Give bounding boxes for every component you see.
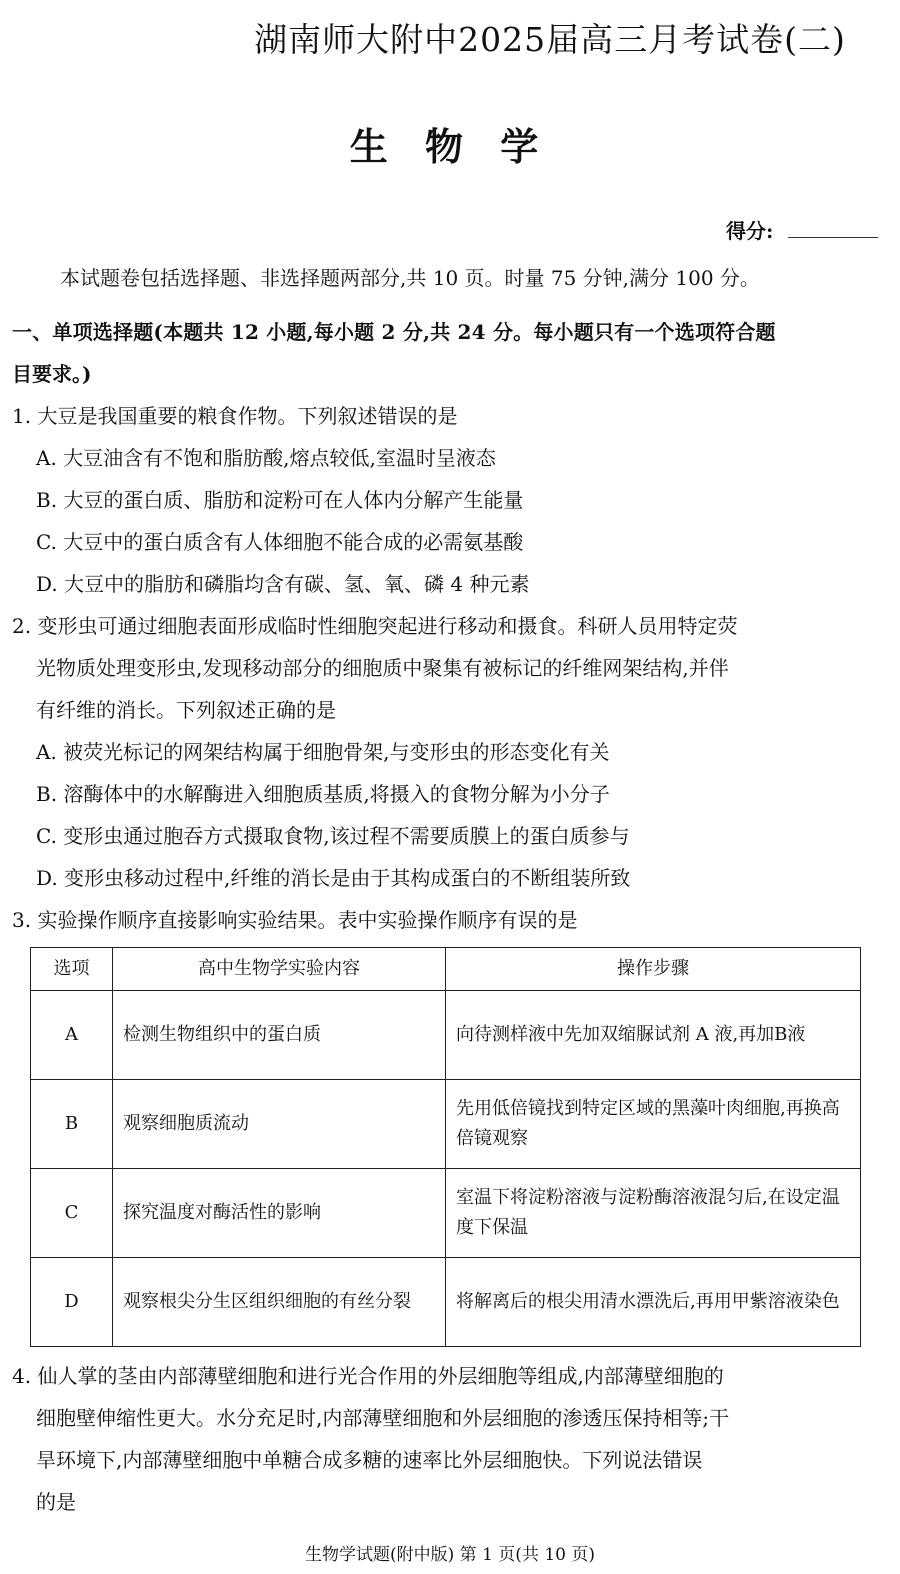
row-content: 观察细胞质流动 (113, 1080, 446, 1169)
q4-stem-line2: 细胞壁伸缩性更大。水分充足时,内部薄壁细胞和外层细胞的渗透压保持相等;干 (36, 1406, 730, 1430)
page-footer: 生物学试题(附中版) 第 1 页(共 10 页) (305, 1545, 595, 1565)
row-option: C (31, 1169, 113, 1258)
q3-stem: 3. 实验操作顺序直接影响实验结果。表中实验操作顺序有误的是 (12, 908, 578, 932)
section-heading-line1: 一、单项选择题(本题共 12 小题,每小题 2 分,共 24 分。每小题只有一个选项符合题 (12, 320, 776, 344)
table-row (31, 1258, 861, 1347)
row-content: 检测生物组织中的蛋白质 (113, 991, 446, 1080)
score-blank-line (788, 237, 878, 238)
table-header-row (31, 948, 861, 991)
table-header-option: 选项 (31, 948, 113, 991)
table-header-content: 高中生物学实验内容 (113, 948, 446, 991)
table-row (31, 1169, 861, 1258)
q2-stem-line3: 有纤维的消长。下列叙述正确的是 (36, 698, 336, 722)
score-label: 得分: (726, 219, 774, 243)
exam-title: 湖南师大附中2025届高三月考试卷(二) (254, 20, 846, 59)
q1-stem: 1. 大豆是我国重要的粮食作物。下列叙述错误的是 (12, 404, 458, 428)
q4-stem-line3: 旱环境下,内部薄壁细胞中单糖合成多糖的速率比外层细胞快。下列说法错误 (36, 1448, 703, 1472)
row-steps: 向待测样液中先加双缩脲试剂 A 液,再加B液 (446, 991, 861, 1080)
section-heading-line2: 目要求。) (12, 362, 92, 386)
q4-stem-line4: 的是 (36, 1490, 76, 1514)
q3-experiment-table (30, 947, 861, 1347)
row-option: A (31, 991, 113, 1080)
row-option: D (31, 1258, 113, 1347)
q1-option-d: D. 大豆中的脂肪和磷脂均含有碳、氢、氧、磷 4 种元素 (36, 572, 530, 596)
table-row (31, 991, 861, 1080)
row-content: 观察根尖分生区组织细胞的有丝分裂 (113, 1258, 446, 1347)
q2-stem-line2: 光物质处理变形虫,发现移动部分的细胞质中聚集有被标记的纤维网架结构,并伴 (36, 656, 729, 680)
q1-option-c: C. 大豆中的蛋白质含有人体细胞不能合成的必需氨基酸 (36, 530, 524, 554)
row-option: B (31, 1080, 113, 1169)
q4-stem-line1: 4. 仙人掌的茎由内部薄壁细胞和进行光合作用的外层细胞等组成,内部薄壁细胞的 (12, 1364, 724, 1388)
q2-option-a: A. 被荧光标记的网架结构属于细胞骨架,与变形虫的形态变化有关 (36, 740, 610, 764)
row-steps: 先用低倍镜找到特定区域的黑藻叶肉细胞,再换高倍镜观察 (446, 1080, 861, 1169)
q2-option-b: B. 溶酶体中的水解酶进入细胞质基质,将摄入的食物分解为小分子 (36, 782, 610, 806)
table-header-steps: 操作步骤 (446, 948, 861, 991)
q2-option-c: C. 变形虫通过胞吞方式摄取食物,该过程不需要质膜上的蛋白质参与 (36, 824, 630, 848)
row-steps: 将解离后的根尖用清水漂洗后,再用甲紫溶液染色 (446, 1258, 861, 1347)
subject-title: 生 物 学 (349, 124, 551, 169)
exam-intro: 本试题卷包括选择题、非选择题两部分,共 10 页。时量 75 分钟,满分 100 分。 (60, 266, 760, 290)
q2-option-d: D. 变形虫移动过程中,纤维的消长是由于其构成蛋白的不断组装所致 (36, 866, 631, 890)
row-steps: 室温下将淀粉溶液与淀粉酶溶液混匀后,在设定温度下保温 (446, 1169, 861, 1258)
row-content: 探究温度对酶活性的影响 (113, 1169, 446, 1258)
q1-option-a: A. 大豆油含有不饱和脂肪酸,熔点较低,室温时呈液态 (36, 446, 496, 470)
q2-stem-line1: 2. 变形虫可通过细胞表面形成临时性细胞突起进行移动和摄食。科研人员用特定荧 (12, 614, 738, 638)
table-row (31, 1080, 861, 1169)
q1-option-b: B. 大豆的蛋白质、脂肪和淀粉可在人体内分解产生能量 (36, 488, 524, 512)
